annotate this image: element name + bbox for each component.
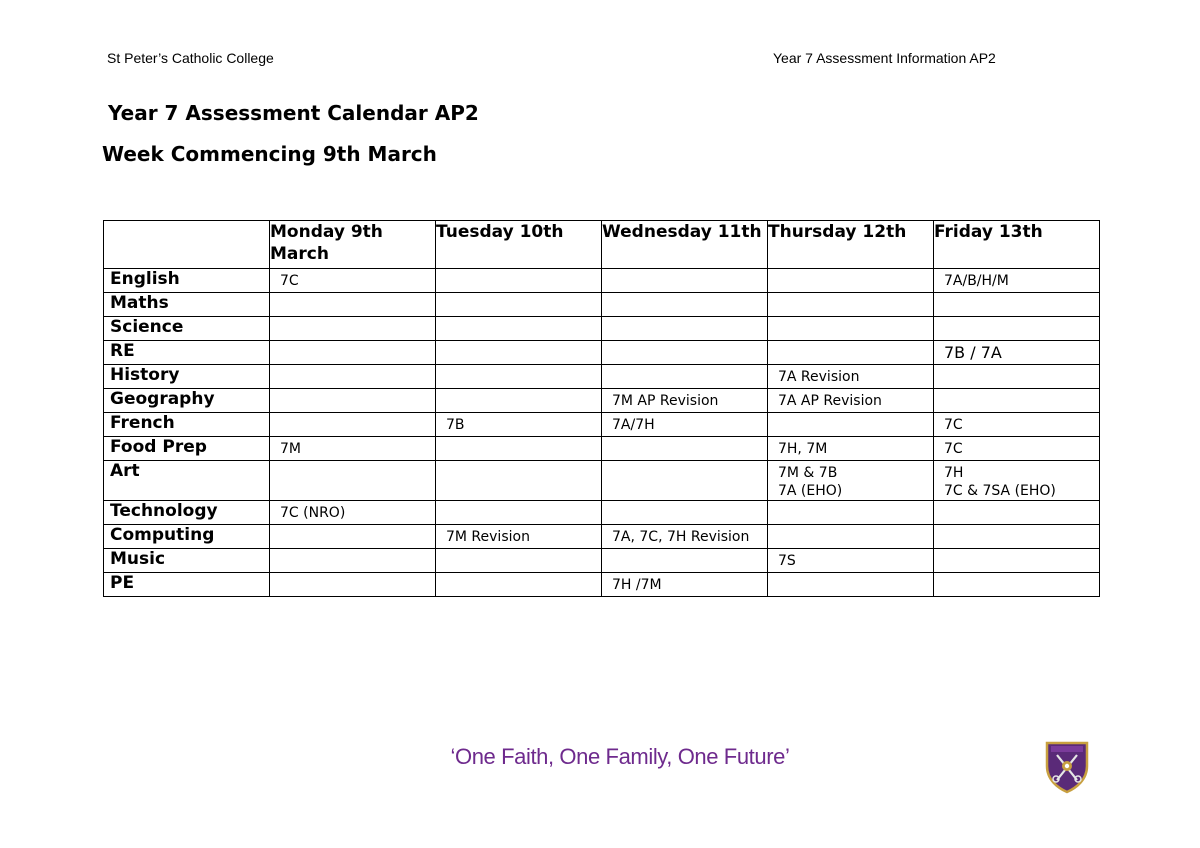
- cell-tuesday: [436, 293, 602, 317]
- cell-friday: 7A/B/H/M: [934, 269, 1100, 293]
- cell-monday: 7C (NRO): [270, 501, 436, 525]
- cell-tuesday: [436, 389, 602, 413]
- table-row: [104, 293, 1100, 317]
- table-row: [104, 525, 1100, 549]
- cell-tuesday: 7B: [436, 413, 602, 437]
- subject-cell: Science: [104, 317, 270, 341]
- day-header-monday: Monday 9th March: [270, 221, 436, 269]
- subject-cell: History: [104, 365, 270, 389]
- cell-monday: [270, 549, 436, 573]
- cell-monday: 7C: [270, 269, 436, 293]
- table-row: [104, 413, 1100, 437]
- school-crest-icon: [1044, 740, 1090, 794]
- cell-wednesday: 7A/7H: [602, 413, 768, 437]
- school-motto: ‘One Faith, One Family, One Future’: [450, 744, 790, 769]
- cell-wednesday: [602, 437, 768, 461]
- cell-tuesday: 7M Revision: [436, 525, 602, 549]
- header-document-name: Year 7 Assessment Information AP2: [773, 50, 996, 66]
- cell-thursday: [768, 573, 934, 597]
- day-header-tuesday: Tuesday 10th: [436, 221, 602, 269]
- cell-monday: [270, 525, 436, 549]
- cell-friday: [934, 389, 1100, 413]
- cell-thursday: [768, 341, 934, 365]
- cell-monday: [270, 413, 436, 437]
- subject-cell: English: [104, 269, 270, 293]
- cell-monday: [270, 293, 436, 317]
- subject-cell: Art: [104, 461, 270, 501]
- cell-friday: 7C: [934, 413, 1100, 437]
- day-header-friday: Friday 13th: [934, 221, 1100, 269]
- cell-thursday: [768, 317, 934, 341]
- header-school-name: St Peter’s Catholic College: [107, 50, 274, 66]
- cell-friday: [934, 573, 1100, 597]
- cell-thursday: [768, 413, 934, 437]
- page-title: Year 7 Assessment Calendar AP2: [108, 101, 479, 125]
- cell-wednesday: [602, 549, 768, 573]
- cell-friday: [934, 317, 1100, 341]
- cell-thursday: [768, 269, 934, 293]
- cell-friday: [934, 365, 1100, 389]
- table-row: [104, 437, 1100, 461]
- cell-tuesday: [436, 269, 602, 293]
- cell-monday: [270, 573, 436, 597]
- table-header-row: [104, 221, 1100, 269]
- cell-friday: [934, 293, 1100, 317]
- cell-wednesday: [602, 461, 768, 501]
- table-row: [104, 341, 1100, 365]
- week-subtitle: Week Commencing 9th March: [102, 142, 437, 166]
- cell-wednesday: [602, 317, 768, 341]
- table-row: [104, 269, 1100, 293]
- cell-tuesday: [436, 341, 602, 365]
- cell-tuesday: [436, 461, 602, 501]
- cell-monday: [270, 365, 436, 389]
- subject-cell: Music: [104, 549, 270, 573]
- cell-wednesday: [602, 365, 768, 389]
- cell-monday: [270, 461, 436, 501]
- cell-wednesday: [602, 501, 768, 525]
- subject-cell: Food Prep: [104, 437, 270, 461]
- cell-friday: [934, 549, 1100, 573]
- cell-thursday: 7H, 7M: [768, 437, 934, 461]
- cell-thursday: 7M & 7B 7A (EHO): [768, 461, 934, 501]
- cell-tuesday: [436, 317, 602, 341]
- cell-wednesday: 7H /7M: [602, 573, 768, 597]
- cell-wednesday: [602, 341, 768, 365]
- table-row: [104, 501, 1100, 525]
- cell-tuesday: [436, 437, 602, 461]
- cell-wednesday: [602, 293, 768, 317]
- cell-thursday: [768, 525, 934, 549]
- cell-wednesday: 7A, 7C, 7H Revision: [602, 525, 768, 549]
- cell-thursday: 7A Revision: [768, 365, 934, 389]
- cell-tuesday: [436, 573, 602, 597]
- cell-friday: 7H 7C & 7SA (EHO): [934, 461, 1100, 501]
- cell-thursday: 7S: [768, 549, 934, 573]
- cell-friday: [934, 525, 1100, 549]
- cell-friday: 7C: [934, 437, 1100, 461]
- cell-monday: [270, 389, 436, 413]
- cell-thursday: [768, 293, 934, 317]
- day-header-thursday: Thursday 12th: [768, 221, 934, 269]
- subject-cell: Technology: [104, 501, 270, 525]
- table-row: [104, 317, 1100, 341]
- table-row: [104, 573, 1100, 597]
- subject-cell: RE: [104, 341, 270, 365]
- assessment-calendar-table: [103, 220, 1100, 597]
- subject-cell: PE: [104, 573, 270, 597]
- subject-cell: Maths: [104, 293, 270, 317]
- cell-thursday: [768, 501, 934, 525]
- subject-cell: Geography: [104, 389, 270, 413]
- subject-cell: French: [104, 413, 270, 437]
- corner-cell: [104, 221, 270, 269]
- cell-monday: [270, 317, 436, 341]
- cell-tuesday: [436, 365, 602, 389]
- cell-thursday: 7A AP Revision: [768, 389, 934, 413]
- day-header-wednesday: Wednesday 11th: [602, 221, 768, 269]
- cell-tuesday: [436, 549, 602, 573]
- cell-friday: [934, 501, 1100, 525]
- cell-wednesday: [602, 269, 768, 293]
- table-row: [104, 389, 1100, 413]
- cell-friday: 7B / 7A: [934, 341, 1100, 365]
- cell-monday: 7M: [270, 437, 436, 461]
- table-row: [104, 365, 1100, 389]
- table-row: [104, 461, 1100, 501]
- table-row: [104, 549, 1100, 573]
- cell-wednesday: 7M AP Revision: [602, 389, 768, 413]
- cell-monday: [270, 341, 436, 365]
- subject-cell: Computing: [104, 525, 270, 549]
- cell-tuesday: [436, 501, 602, 525]
